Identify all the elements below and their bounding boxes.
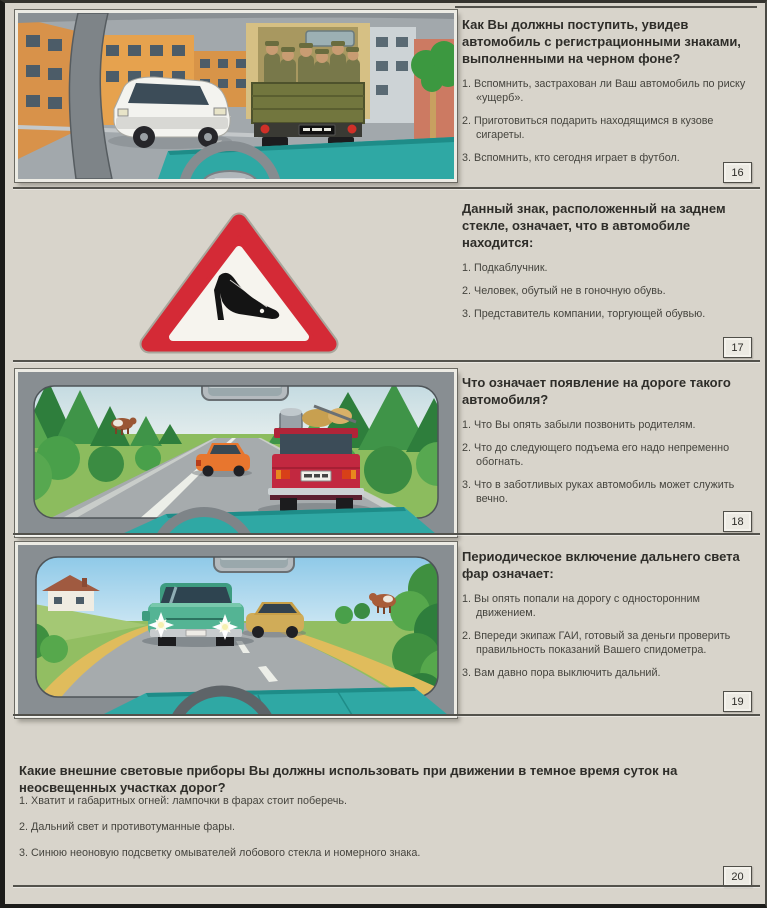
question-number-badge xyxy=(723,866,752,887)
question-number: 19 xyxy=(731,695,744,708)
divider-rule xyxy=(455,6,757,8)
shoe-buckle xyxy=(260,309,264,313)
high-heel-warning-triangle xyxy=(133,206,345,358)
question-title: Данный знак, расположенный на заднем стекле, означает, что в автомобиле находится: xyxy=(462,201,726,251)
question-number: 17 xyxy=(731,341,744,354)
answer-option: 2. Человек, обутый не в гоночную обувь. xyxy=(462,285,666,298)
question-number: 20 xyxy=(731,870,744,883)
white-minivan xyxy=(108,77,232,149)
side-mirror xyxy=(142,611,150,621)
question-number-badge xyxy=(723,511,752,532)
divider-rule xyxy=(13,533,760,535)
illustration-military-truck-scene xyxy=(15,10,457,182)
question-block-19 xyxy=(462,548,760,689)
truck-tailgate xyxy=(252,83,364,123)
answer-option: 1. Вспомнить, застрахован ли Ваш автомобиль по риску «ущерб». xyxy=(462,78,746,105)
answer-option: 1. Подкаблучник. xyxy=(462,262,548,275)
answer-option: 1. Что Вы опять забыли позвонить родителям. xyxy=(462,419,696,432)
illustration-loaded-car-scene xyxy=(15,369,457,537)
oncoming-car-scene xyxy=(18,545,454,715)
country-road-scene xyxy=(18,372,454,534)
question-block-18 xyxy=(462,374,760,515)
question-number-badge xyxy=(723,162,752,183)
truck-cab-window xyxy=(306,31,354,46)
question-number-badge xyxy=(723,691,752,712)
answer-option: 3. Что в заботливых руках автомобиль может служить вечно. xyxy=(462,478,735,505)
question-title: Периодическое включение дальнего света фар означает: xyxy=(462,549,740,582)
answer-option: 3. Вспомнить, кто сегодня играет в футбол. xyxy=(462,151,680,164)
answer-option: 3. Вам давно пора выключить дальний. xyxy=(462,666,661,679)
tree-trunk xyxy=(430,91,436,143)
footer-answers xyxy=(19,795,739,872)
answer-option: 3. Синюю неоновую подсветку омывателей лобового стекла и номерного знака. xyxy=(19,846,421,859)
answer-option: 1. Вы опять попали на дорогу с односторонним движением. xyxy=(462,593,700,620)
question-title: Что означает появление на дороге такого автомобиля? xyxy=(462,375,731,408)
answer-option: 1. Хватит и габаритных огней: лампочки в фарах стоит поберечь. xyxy=(19,795,348,807)
answer-option: 2. Приготовиться подарить находящимся в кузове сигареты. xyxy=(462,115,714,141)
divider-rule xyxy=(13,187,760,189)
divider-rule xyxy=(13,360,760,362)
illustration-flashing-headlights-scene xyxy=(15,542,457,718)
question-block-16 xyxy=(462,16,760,175)
footer-question-title: Какие внешние световые приборы Вы должны использовать при движении в темное время суток на неосвещенных участках дорог? xyxy=(19,762,678,796)
question-title: Как Вы должны поступить, увидев автомобиль с регистрационными знаками, выполненными на черном фоне? xyxy=(462,17,741,67)
answer-option: 2. Дальний свет и противотуманные фары. xyxy=(19,820,235,833)
warning-sign-high-heel xyxy=(133,206,345,358)
question-block-17 xyxy=(462,200,760,331)
divider-rule xyxy=(13,714,760,716)
question-number: 18 xyxy=(731,515,744,528)
question-number: 16 xyxy=(731,166,744,179)
answer-option: 2. Впереди экипаж ГАИ, готовый за деньги проверить правильность показаний Вашего спидометра. xyxy=(462,629,731,656)
answer-option: 2. Что до следующего подъема его надо непременно обогнать. xyxy=(462,442,730,468)
answer-option: 3. Представитель компании, торгующей обувью. xyxy=(462,308,706,321)
question-number-badge xyxy=(723,337,752,358)
divider-rule xyxy=(13,885,760,887)
city-street-scene xyxy=(18,13,454,179)
